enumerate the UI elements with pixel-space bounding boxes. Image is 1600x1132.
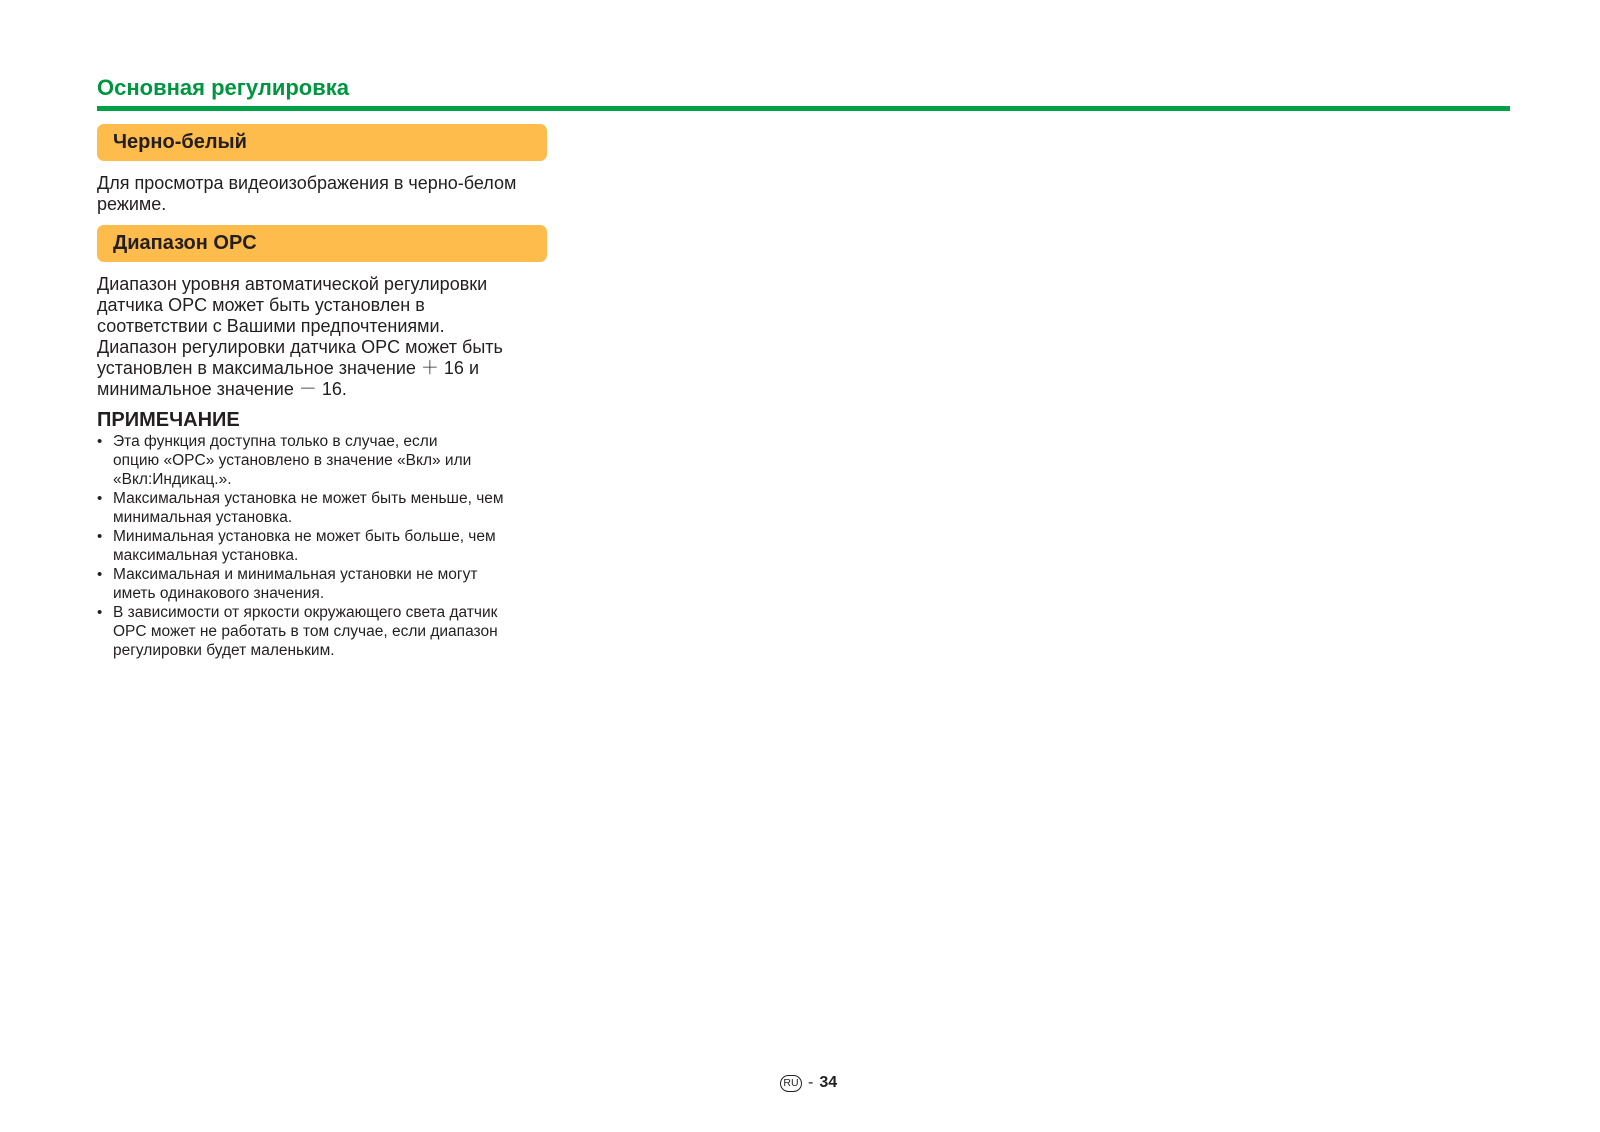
section-heading-black-white xyxy=(97,124,547,161)
text-line: датчика OPC может быть установлен в xyxy=(97,295,425,315)
bullet-icon: • xyxy=(97,490,103,507)
content-column xyxy=(97,124,547,660)
section-heading-opc-range xyxy=(97,225,547,262)
text-line: Диапазон уровня автоматической регулировки xyxy=(97,274,488,294)
note-line: максимальная установка. xyxy=(113,547,299,564)
header-rule xyxy=(97,106,1510,111)
note-heading: ПРИМЕЧАНИЕ xyxy=(97,409,240,431)
section-heading-label: Черно-белый xyxy=(113,131,247,153)
bullet-icon: • xyxy=(97,528,103,545)
page-footer xyxy=(780,1072,837,1094)
note-line: Минимальная установка не может быть больше, чем xyxy=(113,528,496,545)
text-line: минимальное значение － 16. xyxy=(97,379,347,399)
note-line: OPC может не работать в том случае, если диапазон xyxy=(113,623,498,640)
note-line: В зависимости от яркости окружающего света датчик xyxy=(113,604,498,621)
note-item xyxy=(97,603,547,660)
section-heading-label: Диапазон OPC xyxy=(113,232,257,254)
text-line: Диапазон регулировки датчика OPC может быть xyxy=(97,337,503,357)
note-line: Максимальная установка не может быть меньше, чем xyxy=(113,490,504,507)
section-paragraph xyxy=(97,274,547,400)
footer-separator: - xyxy=(808,1074,814,1091)
note-item xyxy=(97,527,547,565)
page-number: 34 xyxy=(819,1074,838,1091)
page-title: Основная регулировка xyxy=(97,75,350,100)
text-line: Для просмотра видеоизображения в черно-белом xyxy=(97,173,517,193)
note-item xyxy=(97,432,547,489)
note-item xyxy=(97,489,547,527)
language-badge: RU xyxy=(780,1075,802,1092)
note-line: регулировки будет маленьким. xyxy=(113,642,335,659)
text-line: соответствии с Вашими предпочтениями. xyxy=(97,316,445,336)
note-line: Эта функция доступна только в случае, если xyxy=(113,433,438,450)
text-line: установлен в максимальное значение ＋ 16 и xyxy=(97,358,479,378)
note-list xyxy=(97,432,547,660)
bullet-icon: • xyxy=(97,604,103,621)
section-paragraph xyxy=(97,173,547,215)
note-item xyxy=(97,565,547,603)
page-header xyxy=(97,74,1510,111)
note-line: «Вкл:Индикац.». xyxy=(113,471,232,488)
note-line: Максимальная и минимальная установки не могут xyxy=(113,566,478,583)
note-line: минимальная установка. xyxy=(113,509,293,526)
bullet-icon: • xyxy=(97,433,103,450)
note-line: иметь одинакового значения. xyxy=(113,585,325,602)
note-line: опцию «OPC» установлено в значение «Вкл» или xyxy=(113,452,472,469)
text-line: режиме. xyxy=(97,194,167,214)
bullet-icon: • xyxy=(97,566,103,583)
